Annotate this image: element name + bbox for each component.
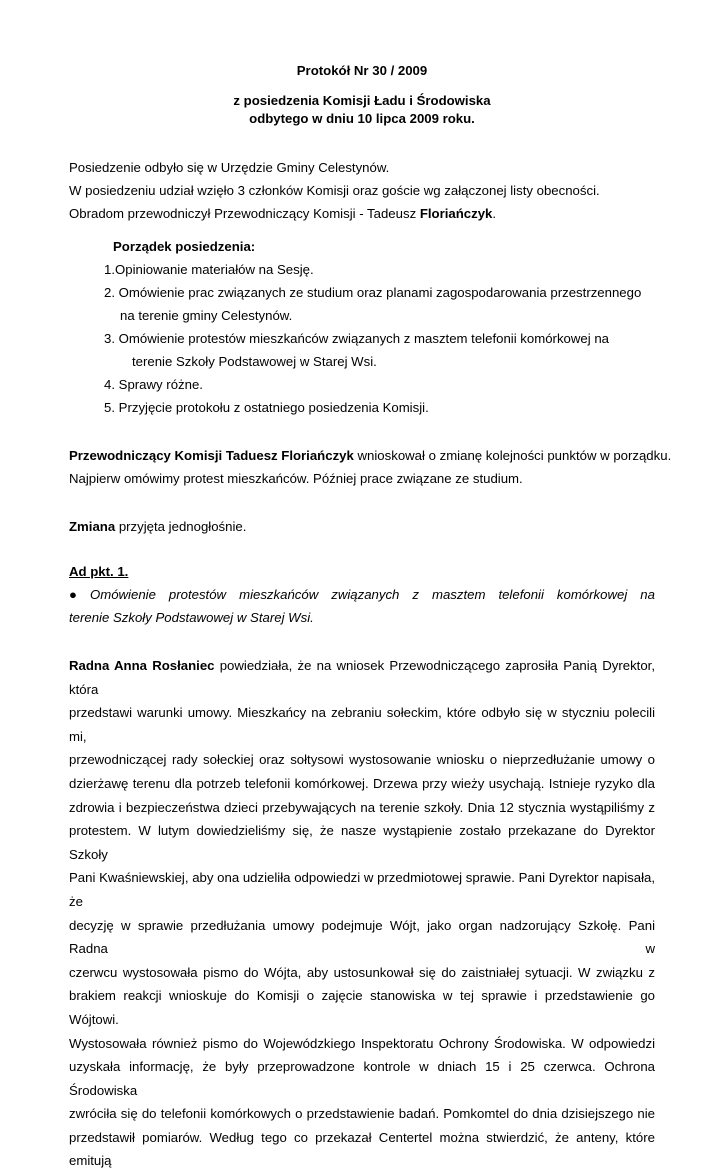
bullet-word: związanych (331, 587, 400, 602)
testimony-line: Pani Kwaśniewskiej, aby ona udzieliła odpowiedzi w przedmiotowej sprawie. Pani Dyrektor napisała, że (69, 870, 655, 909)
agenda-list (69, 258, 655, 419)
bullet-word: komórkowej (556, 587, 628, 602)
intro-line-3-suffix: . (492, 206, 497, 221)
bullet-icon: ● (69, 587, 77, 602)
bullet-word: z (412, 587, 419, 602)
intro-block (69, 156, 655, 225)
agenda-item-3: 3. Omówienie protestów mieszkańców związanych z masztem telefonii komórkowej na (104, 331, 609, 346)
intro-line-1: Posiedzenie odbyło się w Urzędzie Gminy Celestynów. (69, 160, 390, 175)
chairman-surname: Floriańczyk (419, 206, 493, 221)
intro-line-3-prefix: Obradom przewodniczył Przewodniczący Komisji - Tadeusz (69, 206, 420, 221)
bullet-word: protestów (168, 587, 227, 602)
bullet-word: mieszkańców (239, 587, 319, 602)
motion-speaker: Przewodniczący Komisji Taduesz Floriańczyk (69, 448, 354, 463)
testimony-line: zwróciła się do telefonii komórkowych o przedstawienie badań. Pomkomtel do dnia dzisiejszego nie (69, 1106, 655, 1122)
change-text: przyjęta jednogłośnie. (115, 519, 247, 534)
agenda-item-5: 5. Przyjęcie protokołu z ostatniego posiedzenia Komisji. (104, 400, 429, 415)
intro-line-2: W posiedzeniu udział wzięło 3 członków Komisji oraz goście wg załączonej listy obecności. (69, 183, 600, 198)
agenda-item-4: 4. Sprawy różne. (104, 377, 203, 392)
agenda-item-1: 1.Opiniowanie materiałów na Sesję. (104, 262, 314, 277)
bullet-word: telefonii (498, 587, 544, 602)
motion-line-1 (69, 444, 672, 467)
testimony-line: uzyskała informację, że były przeprowadzone kontrole w dniach 15 i 25 czerwca. Ochrona Środowiska (69, 1059, 655, 1098)
testimony-line: zdrowia i bezpieczeństwa dzieci przebywających na terenie szkoły. Dnia 12 stycznia wystąpiliśmy z (69, 799, 655, 815)
change-bold: Zmiana (69, 519, 116, 534)
motion-text: wnioskował o zmianę kolejności punktów w porządku. (353, 448, 672, 463)
testimony-line: Radna Anna Rosłaniec powiedziała, że na wniosek Przewodniczącego zaprosiła Panią Dyrektor, która (69, 658, 655, 697)
section-1-bullet-line-2: terenie Szkoły Podstawowej w Starej Wsi. (69, 610, 314, 625)
subtitle-line-1: z posiedzenia Komisji Ładu i Środowiska (233, 93, 491, 108)
document-page (69, 62, 672, 1173)
change-statement (69, 515, 655, 538)
motion-line-2: Najpierw omówimy protest mieszkańców. Później prace związane ze studium. (69, 471, 523, 486)
subtitle-line-2: odbytego w dniu 10 lipca 2009 roku. (249, 111, 475, 126)
testimony-speaker: Radna Anna Rosłaniec (69, 658, 215, 673)
section-1-bullet-line (69, 583, 655, 606)
testimony-line: przewodniczącej rady sołeckiej oraz sołtysowi wystosowanie wniosku o nieprzedłużanie umowy o (69, 752, 655, 768)
bullet-word: na (640, 587, 655, 602)
agenda-item-2-continued: na terenie gminy Celestynów. (120, 308, 293, 323)
agenda-heading: Porządek posiedzenia: (113, 239, 256, 254)
document-subtitle (69, 92, 655, 128)
testimony-paragraph (69, 654, 655, 1173)
testimony-line: Wystosowała również pismo do Wojewódzkiego Inspektoratu Ochrony Środowiska. W odpowiedzi (69, 1035, 655, 1051)
intro-line-3 (69, 202, 655, 225)
bullet-word: masztem (431, 587, 486, 602)
agenda-item-3-continued: terenie Szkoły Podstawowej w Starej Wsi. (132, 354, 377, 369)
testimony-line: decyzję w sprawie przedłużania umowy podejmuje Wójt, jako organ nadzorujący Szkołę. Pani Radna w (69, 917, 655, 957)
section-1-heading (69, 560, 655, 583)
section-1-heading-text: Ad pkt. 1. (69, 564, 129, 579)
motion-block (69, 444, 672, 490)
testimony-line: protestem. W lutym dowiedzieliśmy się, że nasze wystąpienie zostało przekazane do Dyrektor Szkoły (69, 823, 655, 862)
document-title: Protokół Nr 30 / 2009 (296, 63, 428, 78)
testimony-line: przedstawił pomiarów. Według tego co przekazał Centertel można stwierdzić, że anteny, które emitują (69, 1129, 655, 1169)
testimony-line: brakiem reakcji wnioskuje do Komisji o zajęcie stanowiska w tej sprawie i przedstawienie go Wójtowi. (69, 988, 655, 1027)
testimony-line: dzierżawę terenu dla potrzeb telefonii komórkowej. Drzewa przy wieży usychają. Istnieje ryzyko dla (69, 775, 655, 791)
agenda-item-2: 2. Omówienie prac związanych ze studium oraz planami zagospodarowania przestrzennego (104, 285, 642, 300)
bullet-word: Omówienie (89, 587, 156, 602)
testimony-line: czerwcu wystosowała pismo do Wójta, aby ustosunkował się do zaistniałej sytuacji. W związku z (69, 964, 655, 980)
testimony-line: przedstawi warunki umowy. Mieszkańcy na zebraniu sołeckim, które odbyło się w styczniu polecili mi, (69, 705, 655, 744)
